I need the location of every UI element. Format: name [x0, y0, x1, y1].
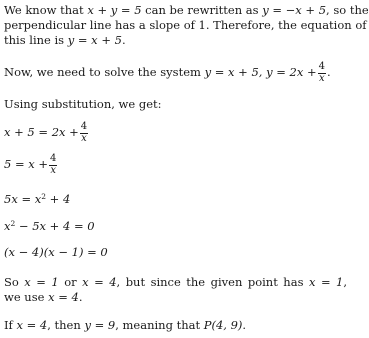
paragraph-5	[4, 318, 246, 332]
math-expression: y = −x + 5	[262, 3, 327, 17]
math-expression: x = 1	[308, 275, 344, 289]
text: We know that	[4, 3, 88, 17]
math-expression: y = 9	[84, 318, 116, 332]
math-expression: x = 4	[16, 318, 48, 332]
math-expression: P(4, 9)	[203, 318, 243, 332]
text: ,	[343, 275, 348, 289]
math-expression: x	[4, 219, 11, 233]
numerator: 4	[50, 153, 57, 164]
math-expression: 5 = x +	[4, 157, 49, 171]
text: .	[326, 65, 331, 79]
paragraph-1-line-1	[4, 3, 369, 17]
equation-1	[4, 122, 89, 144]
text: can be rewritten as	[141, 3, 263, 17]
text: .	[78, 290, 83, 304]
paragraph-2	[4, 62, 331, 84]
math-expression: (x − 4)(x − 1) = 0	[4, 245, 108, 259]
text: Now, we need to solve the system	[4, 65, 205, 79]
text: If	[4, 318, 17, 332]
paragraph-4-line-2	[4, 290, 82, 304]
math-expression: x = 4	[82, 275, 117, 289]
paragraph-4-line-1	[4, 275, 347, 289]
text: , meaning that	[115, 318, 204, 332]
equation-2	[4, 154, 58, 176]
text: this line is	[4, 33, 68, 47]
numerator: 4	[80, 121, 88, 132]
text: , so the	[326, 3, 369, 17]
text: , but since the given point has	[116, 275, 309, 289]
math-expression: x = 1	[24, 275, 59, 289]
denominator: x	[81, 132, 87, 144]
text: .	[242, 318, 247, 332]
text: we use	[4, 290, 49, 304]
math-expression: x + y = 5	[87, 3, 142, 17]
math-expression: y = x + 5	[67, 33, 122, 47]
paragraph-1-line-2	[4, 18, 367, 32]
exponent: 2	[10, 219, 16, 228]
math-expression: y = x + 5, y = 2x +	[204, 65, 317, 79]
equation-4	[4, 219, 95, 233]
fraction	[318, 62, 326, 84]
math-expression: + 4	[46, 192, 71, 206]
denominator: x	[318, 72, 325, 84]
text: perpendicular line has a slope of 1. Therefore, the equation of	[4, 18, 367, 32]
text: .	[121, 33, 126, 47]
numerator: 4	[318, 61, 325, 72]
exponent: 2	[41, 192, 47, 201]
text: or	[58, 275, 83, 289]
equation-3	[4, 192, 70, 206]
paragraph-3	[4, 97, 162, 111]
math-expression: x + 5 = 2x +	[4, 125, 79, 139]
paragraph-1-line-3	[4, 33, 126, 47]
math-expression: x = 4	[48, 290, 79, 304]
math-expression: 5x = x	[4, 192, 42, 206]
text: , then	[47, 318, 85, 332]
math-expression: − 5x + 4 = 0	[15, 219, 95, 233]
fraction	[80, 122, 88, 144]
text: Using substitution, we get:	[4, 97, 162, 111]
text: So	[4, 275, 25, 289]
denominator: x	[50, 164, 57, 176]
equation-5	[4, 245, 108, 259]
fraction	[49, 154, 57, 176]
